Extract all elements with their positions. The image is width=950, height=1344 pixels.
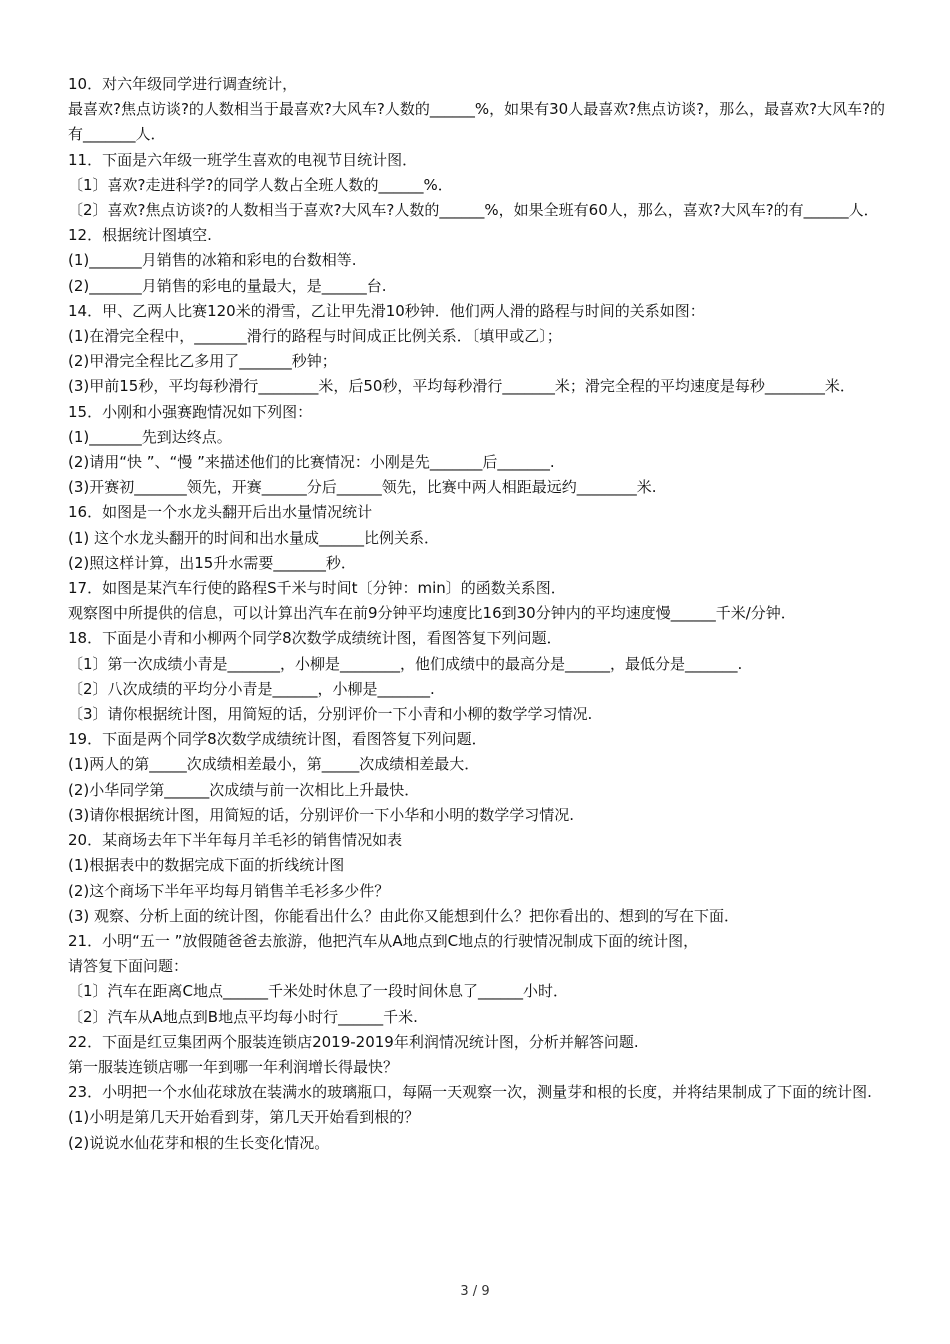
q15-part3: (3)开赛初_______领先，开赛______分后______领先，比赛中两人相距最远约________米. <box>68 478 657 497</box>
q14-part3: (3)甲前15秒，平均每秒滑行________米，后50秒，平均每秒滑行_______米；滑完全程的平均速度是每秒________米． <box>68 377 855 396</box>
q19-part1: (1)两人的第_____次成绩相差最小，第_____次成绩相差最大． <box>68 755 480 774</box>
q14-part1: (1)在滑完全程中，_______滑行的路程与时间成正比例关系．〔填甲或乙〕； <box>68 327 562 346</box>
q18-part3: 〔3〕请你根据统计图，用简短的话，分别评价一下小青和小柳的数学学习情况. <box>68 705 593 724</box>
q19-part2: (2)小华同学第______次成绩与前一次相比上升最快． <box>68 780 420 799</box>
q23-part1: (1)小明是第几天开始看到芽，第几天开始看到根的？ <box>68 1108 420 1127</box>
q22-question: 第一服装连锁店哪一年到哪一年利润增长得最快？ <box>68 1057 399 1076</box>
q19-title: 19．下面是两个同学8次数学成绩统计图，看图答复下列问题． <box>68 730 487 749</box>
q12-title: 12．根据统计图填空. <box>68 226 212 245</box>
q16-title: 16．如图是一个水龙头翻开后出水量情况统计 <box>68 503 373 522</box>
q11-part2: 〔2〕喜欢?焦点访谈?的人数相当于喜欢?大风车?人数的______%，如果全班有60人，那么，喜欢?大风车?的有______人． <box>68 201 879 220</box>
q21-part2: 〔2〕汽车从A地点到B地点平均每小时行______千米. <box>68 1007 418 1026</box>
q18-part1: 〔1〕第一次成绩小青是_______，小柳是________，他们成绩中的最高分是______，最低分是_______. <box>68 654 743 673</box>
q21-part1: 〔1〕汽车在距离C地点______千米处时休息了一段时间休息了______小时． <box>68 982 569 1001</box>
q22-title: 22．下面是红豆集团两个服装连锁店2019-2019年利润情况统计图，分析并解答问题. <box>68 1032 639 1051</box>
q17-text: 观察图中所提供的信息，可以计算出汽车在前9分钟平均速度比16到30分钟内的平均速度慢______千米/分钟． <box>68 604 796 623</box>
q12-part2: (2)_______月销售的彩电的量最大，是______台. <box>68 276 387 295</box>
q18-title: 18．下面是小青和小柳两个同学8次数学成绩统计图，看图答复下列问题． <box>68 629 562 648</box>
q19-part3: (3)请你根据统计图，用简短的话，分别评价一下小华和小明的数学学习情况. <box>68 805 575 824</box>
q23-part2: (2)说说水仙花芽和根的生长变化情况。 <box>68 1133 330 1152</box>
q14-part2: (2)甲滑完全程比乙多用了_______秒钟； <box>68 352 337 371</box>
q21-prompt: 请答复下面问题： <box>68 957 189 976</box>
q17-title: 17．如图是某汽车行使的路程S千米与时间t〔分钟：min〕的函数关系图． <box>68 579 566 598</box>
q11-title: 11．下面是六年级一班学生喜欢的电视节目统计图． <box>68 150 418 169</box>
document-body <box>68 72 886 1156</box>
q20-part2: (2)这个商场下半年平均每月销售羊毛衫多少件？ <box>68 881 390 900</box>
q20-part1: (1)根据表中的数据完成下面的折线统计图 <box>68 856 345 875</box>
q14-title: 14．甲、乙两人比赛120米的滑雪，乙让甲先滑10秒钟．他们两人滑的路程与时间的关系如图： <box>68 301 705 320</box>
q15-part1: (1)_______先到达终点。 <box>68 427 232 446</box>
q15-title: 15．小刚和小强赛跑情况如下列图： <box>68 402 313 421</box>
q23-title: 23．小明把一个水仙花球放在装满水的玻璃瓶口，每隔一天观察一次，测量芽和根的长度，并将结果制成了下面的统计图. <box>68 1083 872 1102</box>
q16-part1: (1) 这个水龙头翻开的时间和出水量成______比例关系． <box>68 528 440 547</box>
q10-text: 最喜欢?焦点访谈?的人数相当于最喜欢?大风车?人数的______%，如果有30人最喜欢?焦点访谈?，那么，最喜欢?大风车?的有_______人． <box>68 100 886 144</box>
q20-title: 20．某商场去年下半年每月羊毛衫的销售情况如表 <box>68 831 403 850</box>
q18-part2: 〔2〕八次成绩的平均分小青是______，小柳是_______. <box>68 679 435 698</box>
q10-title: 10．对六年级同学进行调查统计， <box>68 75 298 93</box>
q16-part2: (2)照这样计算，出15升水需要_______秒． <box>68 553 356 572</box>
q15-part2: (2)请用“快 ”、“慢 ”来描述他们的比赛情况：小刚是先_______后_______. <box>68 453 555 472</box>
q20-part3: (3) 观察、分析上面的统计图，你能看出什么？由此你又能想到什么？把你看出的、想到的写在下面． <box>68 906 740 925</box>
q11-part1: 〔1〕喜欢?走进科学?的同学人数占全班人数的______%． <box>68 175 453 194</box>
q21-title: 21．小明“五一 ”放假随爸爸去旅游，他把汽车从A地点到C地点的行驶情况制成下面的统计图， <box>68 931 699 950</box>
page-number: 3 / 9 <box>460 1284 490 1299</box>
q12-part1: (1)_______月销售的冰箱和彩电的台数相等. <box>68 251 357 270</box>
